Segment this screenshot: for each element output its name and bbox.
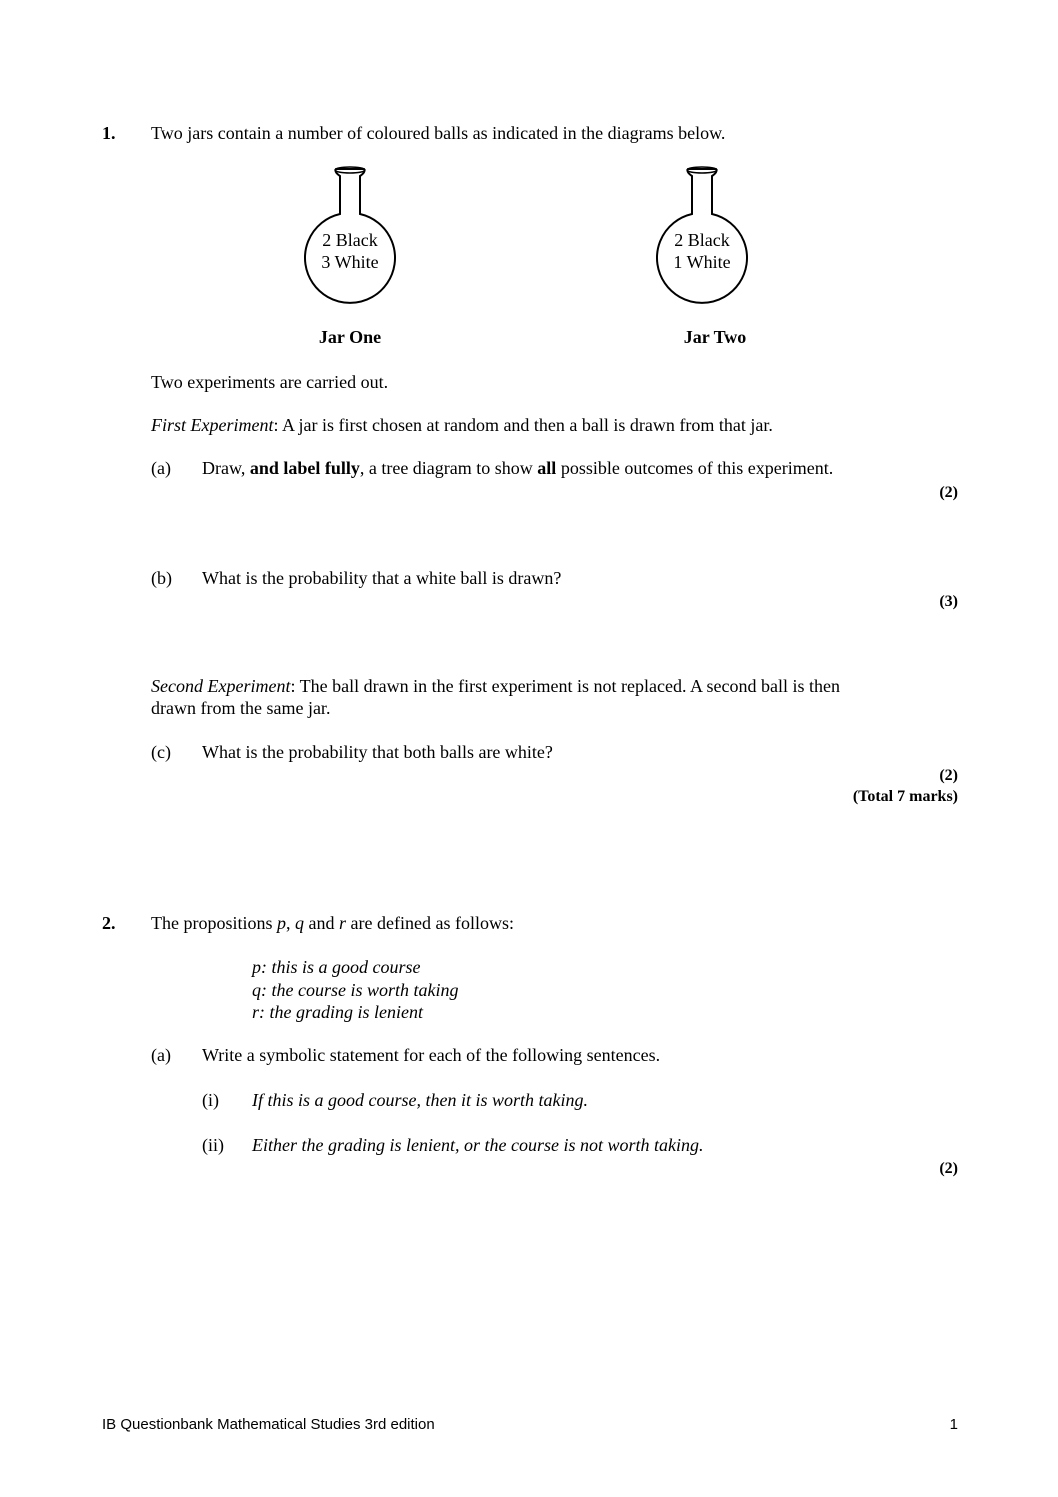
jar-one-black-count: 2 Black <box>322 230 378 250</box>
first-experiment <box>151 415 773 437</box>
q2-part-a-i-label: (i) <box>202 1090 219 1110</box>
q2-part-a-label: (a) <box>151 1045 171 1065</box>
q2-part-a-i-text: If this is a good course, then it is worth taking. <box>252 1090 588 1110</box>
part-a-emphasis-2: all <box>537 458 557 478</box>
part-c-label: (c) <box>151 742 171 762</box>
part-a-text-1: Draw, <box>202 458 250 478</box>
second-experiment-line-1 <box>151 676 840 698</box>
part-a-text <box>202 458 833 480</box>
jar-two-label: Jar Two <box>683 327 747 347</box>
question-1-total-marks: (Total 7 marks) <box>852 788 958 805</box>
part-c-marks: (2) <box>939 767 958 784</box>
q2-intro-text-3: and <box>304 913 339 933</box>
jar-two-black-count: 2 Black <box>674 230 730 250</box>
proposition-p: p: this is a good course <box>252 957 421 977</box>
q2-intro-r: r <box>339 913 347 933</box>
part-a-text-2: , a tree diagram to show <box>359 458 538 478</box>
part-c-text: What is the probability that both balls are white? <box>202 742 553 762</box>
part-a-text-3: possible outcomes of this experiment. <box>556 458 834 478</box>
second-experiment-text-1: : The ball drawn in the first experiment is not replaced. A second ball is then <box>290 676 840 696</box>
q2-intro-q: q <box>295 913 304 933</box>
q2-part-a-marks: (2) <box>939 1160 958 1177</box>
page-number: 1 <box>949 1416 958 1433</box>
jar-one-label: Jar One <box>318 327 382 347</box>
q2-part-a-text: Write a symbolic statement for each of the following sentences. <box>202 1045 661 1065</box>
proposition-q: q: the course is worth taking <box>252 980 459 1000</box>
experiments-intro: Two experiments are carried out. <box>151 372 389 392</box>
part-b-label: (b) <box>151 568 172 588</box>
part-b-text: What is the probability that a white ball is drawn? <box>202 568 562 588</box>
q2-intro-text-2: , <box>286 913 295 933</box>
question-1-number: 1. <box>102 123 116 143</box>
q2-part-a-ii-text: Either the grading is lenient, or the course is not worth taking. <box>252 1135 704 1155</box>
second-experiment-line-2: drawn from the same jar. <box>151 698 331 718</box>
q2-intro-text-1: The propositions <box>151 913 277 933</box>
q2-intro-text-4: are defined as follows: <box>346 913 514 933</box>
first-experiment-label: First Experiment <box>151 415 274 435</box>
second-experiment-label: Second Experiment <box>151 676 291 696</box>
part-a-marks: (2) <box>939 484 958 501</box>
question-2-intro <box>151 913 514 935</box>
question-1-intro: Two jars contain a number of coloured balls as indicated in the diagrams below. <box>151 123 726 143</box>
footer-title: IB Questionbank Mathematical Studies 3rd edition <box>102 1416 435 1433</box>
q2-intro-p: p <box>277 913 286 933</box>
q2-part-a-ii-label: (ii) <box>202 1135 224 1155</box>
first-experiment-text: : A jar is first chosen at random and then a ball is drawn from that jar. <box>273 415 773 435</box>
part-a-emphasis-1: and label fully <box>249 458 360 478</box>
part-a-label: (a) <box>151 458 171 478</box>
question-2-number: 2. <box>102 913 116 933</box>
jar-two-white-count: 1 White <box>673 252 731 272</box>
proposition-r: r: the grading is lenient <box>252 1002 423 1022</box>
jar-one-white-count: 3 White <box>321 252 379 272</box>
part-b-marks: (3) <box>939 593 958 610</box>
